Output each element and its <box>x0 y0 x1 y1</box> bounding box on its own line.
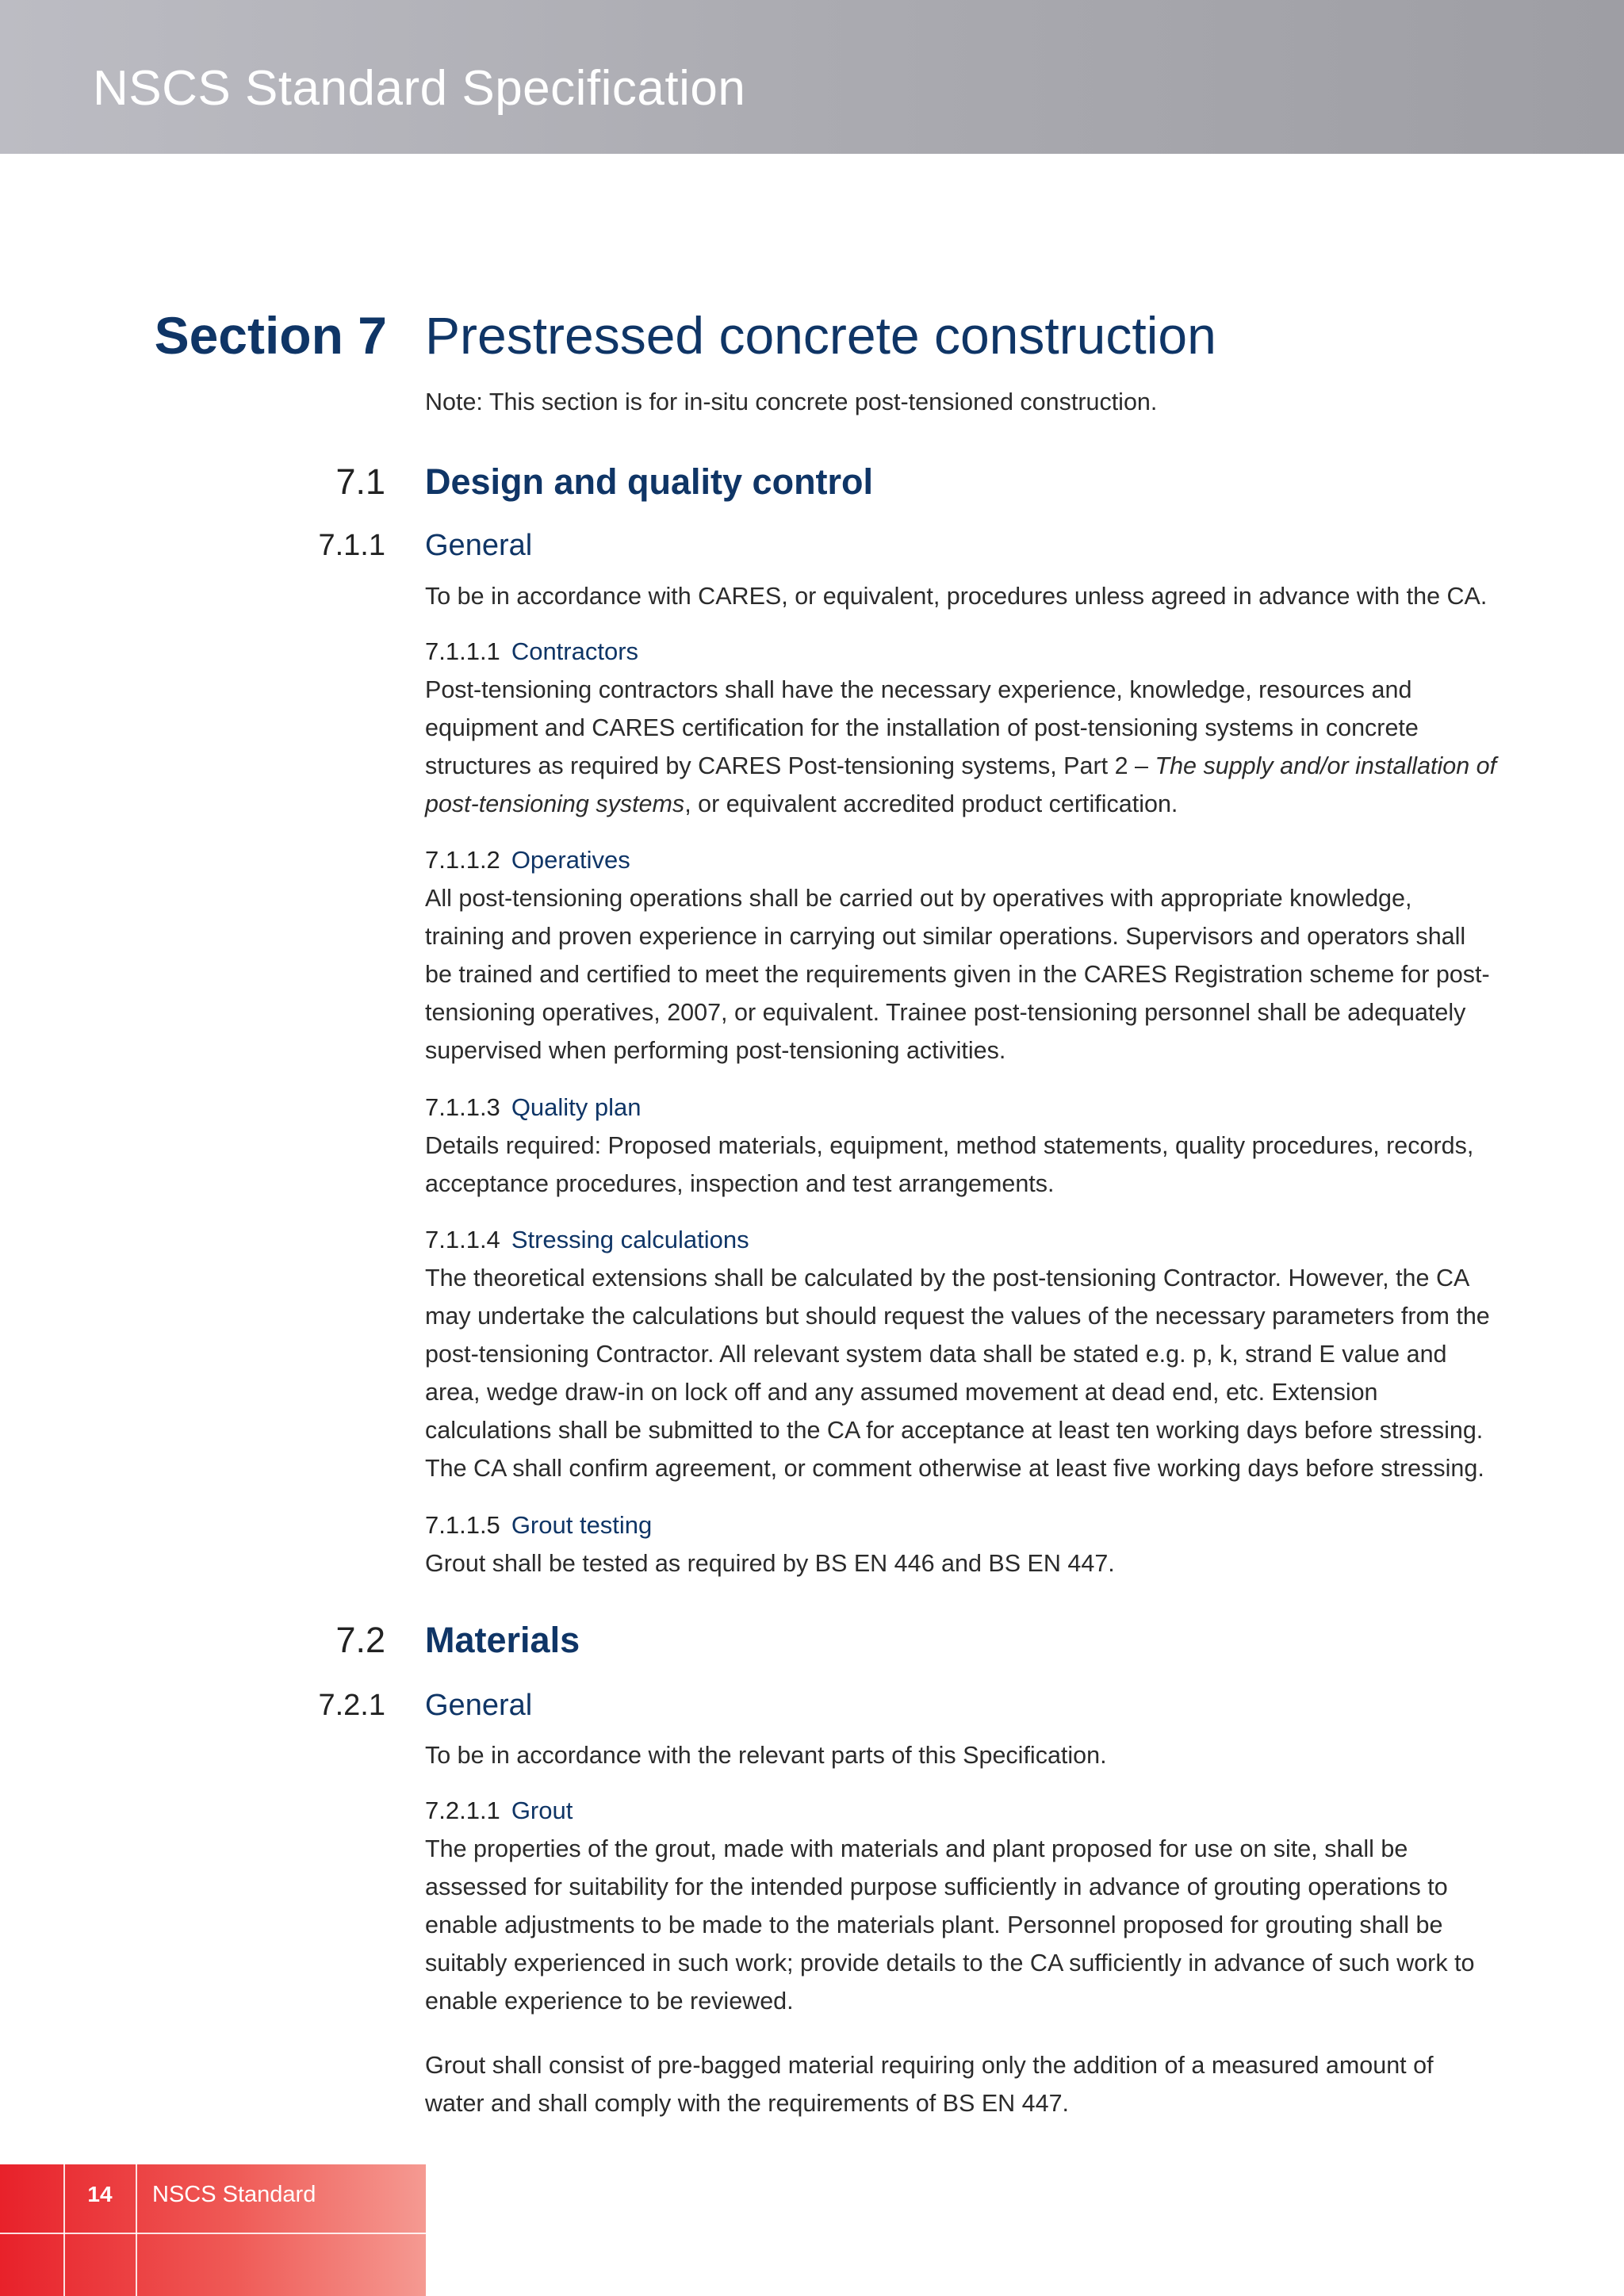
heading-number: 7.2.1.1 <box>425 1797 500 1824</box>
footer-label: NSCS Standard <box>152 2182 316 2207</box>
paragraph-quality-plan: Details required: Proposed materials, equipment, method statements, quality procedures, records, acceptance procedures, inspection and test arrangements. <box>425 1132 1474 1197</box>
section-title: Prestressed concrete construction <box>425 306 1216 365</box>
italic-title: The supply and/or installation of post-tensioning systems <box>425 752 1497 817</box>
paragraph-operatives: All post-tensioning operations shall be carried out by operatives with appropriate knowledge, training and proven experience in carrying out similar operations. Supervisors and operators shall be trained and certified to meet the requirements given in the CARES Registration scheme for post-tensioning operatives, 2007, or equivalent. Trainee post-tensioning personnel shall be adequately supervised when performing post-tensioning activities. <box>425 885 1490 1064</box>
text-run: Post-tensioning contractors shall have the necessary experience, knowledge, resources and equipment and CARES certification for the installation of post-tensioning systems in concrete structures as required by CARES Post-tensioning systems, Part 2 – <box>425 676 1419 779</box>
heading-title: Quality plan <box>511 1093 642 1121</box>
heading-title: Grout <box>511 1797 573 1824</box>
paragraph-grout: The properties of the grout, made with materials and plant proposed for use on site, shall be assessed for suitability for the intended purpose sufficiently in advance of grouting operations to enable adjustments to be made to the materials plant. Personnel proposed for grouting shall be suitably experienced in such work; provide details to the CA sufficiently in advance of such work to enable experience to be reviewed. <box>425 1835 1475 2015</box>
paragraph-stressing-calculations: The theoretical extensions shall be calculated by the post-tensioning Contractor. However, the CA may undertake the calculations but should request the values of the necessary parameters from the post-tensioning Contractor. All relevant system data shall be stated e.g. p, k, strand E value and area, wedge draw-in on lock off and any assumed movement at dead end, etc. Extension calculations shall be submitted to the CA for acceptance at least ten working days before stressing. The CA shall confirm agreement, or comment otherwise at least five working days before stressing. <box>425 1265 1490 1482</box>
heading-7-1: Design and quality control <box>425 461 874 502</box>
heading-title: Operatives <box>511 846 630 874</box>
header-title: NSCS Standard Specification <box>93 61 746 116</box>
heading-number-7-1-1: 7.1.1 <box>318 529 385 562</box>
heading-number-7-2-1: 7.2.1 <box>318 1689 385 1722</box>
heading-number: 7.1.1.3 <box>425 1093 500 1121</box>
section-label: Section 7 <box>154 306 387 365</box>
page-header <box>0 0 1624 154</box>
heading-number: 7.1.1.5 <box>425 1511 500 1539</box>
heading-number: 7.1.1.4 <box>425 1226 500 1253</box>
heading-contractors <box>425 633 1497 671</box>
paragraph-grout-2: Grout shall consist of pre-bagged material requiring only the addition of a measured amount of water and shall comply with the requirements of BS EN 447. <box>425 2052 1434 2117</box>
heading-title: Stressing calculations <box>511 1226 749 1253</box>
heading-number-7-1: 7.1 <box>335 461 385 502</box>
text-run: , or equivalent accredited product certification. <box>684 790 1178 817</box>
heading-number-7-2: 7.2 <box>335 1620 385 1660</box>
heading-number: 7.1.1.2 <box>425 846 500 874</box>
heading-grout-testing <box>425 1506 1497 1544</box>
heading-title: Grout testing <box>511 1511 653 1539</box>
footer-divider <box>0 2233 426 2234</box>
page-number: 14 <box>87 2182 113 2206</box>
heading-quality-plan <box>425 1089 1497 1127</box>
paragraph-7-1-1: To be in accordance with CARES, or equivalent, procedures unless agreed in advance with the CA. <box>425 583 1488 610</box>
heading-number: 7.1.1.1 <box>425 637 500 665</box>
section-note: Note: This section is for in-situ concrete post-tensioned construction. <box>425 388 1158 415</box>
paragraph-contractors <box>425 671 1497 823</box>
paragraph-grout-testing: Grout shall be tested as required by BS EN 446 and BS EN 447. <box>425 1550 1115 1577</box>
heading-7-1-1: General <box>425 529 533 562</box>
heading-operatives <box>425 841 1497 879</box>
heading-title: Contractors <box>511 637 639 665</box>
page-footer <box>0 2164 426 2296</box>
heading-7-2: Materials <box>425 1620 580 1660</box>
heading-stressing-calculations <box>425 1221 1497 1259</box>
section-heading <box>0 305 1624 377</box>
heading-7-2-1: General <box>425 1689 533 1722</box>
paragraph-7-2-1: To be in accordance with the relevant parts of this Specification. <box>425 1742 1107 1769</box>
heading-grout <box>425 1792 1497 1830</box>
